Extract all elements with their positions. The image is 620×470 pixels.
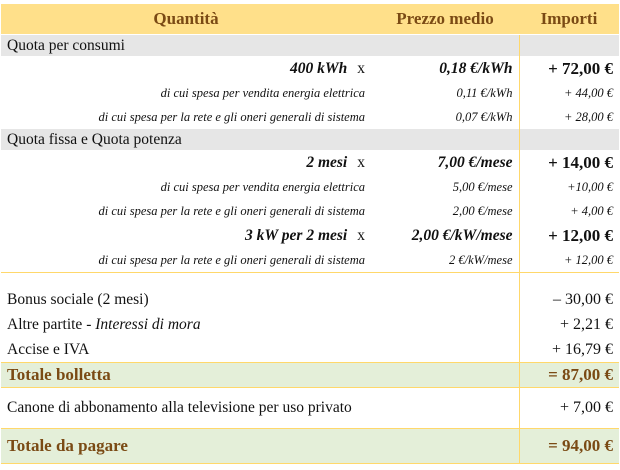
totale-pagare-row [1,429,619,464]
grand-total-label: Totale da pagare [1,429,519,464]
section-title: Quota per consumi [1,35,519,57]
section-fissa [1,129,619,150]
potenza-sub-rete [1,248,619,273]
row-label: Bonus sociale (2 mesi) [7,290,149,308]
sub-amount: +10,00 € [519,175,619,199]
sub-price: 2,00 €/mese [452,203,513,218]
multiply-sign: x [357,153,365,171]
amount: + 14,00 € [519,150,619,175]
row-amount: + 16,79 € [519,337,619,363]
row-label-italic: Interessi di mora [95,315,201,333]
canone-row [1,388,619,429]
quantity: 3 kW per 2 mesi [245,226,348,244]
row-label: Canone di abbonamento alla televisione per uso privato [7,399,352,416]
altre-partite-row [1,312,619,337]
bonus-row [1,287,619,312]
consumi-sub-rete [1,105,619,129]
sub-label: di cui spesa per la rete e gli oneri generali di sistema [1,248,371,273]
consumi-sub-vendita [1,81,619,105]
total-label: Totale bolletta [1,363,519,388]
sub-label: di cui spesa per vendita energia elettrica [160,85,365,100]
row-label: Altre partite - [7,315,96,333]
sub-amount: + 28,00 € [519,105,619,129]
section-consumi [1,35,619,57]
total-amount: = 87,00 € [519,363,619,388]
row-label: Accise e IVA [7,340,90,358]
row-amount: + 7,00 € [519,388,619,429]
header-quantita: Quantità [1,4,371,35]
section-title: Quota fissa e Quota potenza [1,129,519,150]
sub-price: 0,07 €/kWh [455,109,513,124]
row-amount: + 2,21 € [519,312,619,337]
row-amount: – 30,00 € [519,287,619,312]
sub-amount: + 44,00 € [519,81,619,105]
multiply-sign: x [357,226,365,244]
bill-table [1,4,619,464]
fissa-main-row [1,150,619,175]
potenza-main-row [1,223,619,248]
sub-price: 0,11 €/kWh [456,85,513,100]
price: 7,00 €/mese [437,153,513,171]
grand-total-amount: = 94,00 € [519,429,619,464]
sub-label: di cui spesa per la rete e gli oneri generali di sistema [98,109,365,124]
table-header [1,4,619,35]
fissa-sub-rete [1,199,619,223]
amount: + 72,00 € [519,56,619,81]
header-importi: Importi [519,4,619,35]
price: 2,00 €/kW/mese [411,226,513,244]
sub-price: 5,00 €/mese [452,179,513,194]
quantity: 2 mesi [306,153,348,171]
sub-amount: + 12,00 € [519,248,619,273]
accise-row [1,337,619,363]
consumi-main-row [1,56,619,81]
header-prezzo-medio: Prezzo medio [371,4,519,35]
sub-amount: + 4,00 € [519,199,619,223]
sub-label: di cui spesa per la rete e gli oneri generali di sistema [98,203,365,218]
amount: + 12,00 € [519,223,619,248]
multiply-sign: x [357,59,365,77]
sub-label: di cui spesa per vendita energia elettrica [160,179,365,194]
price: 0,18 €/kWh [439,59,513,77]
sub-price: 2 €/kW/mese [371,248,519,273]
fissa-sub-vendita [1,175,619,199]
quantity: 400 kWh [289,59,348,77]
totale-bolletta-row [1,363,619,388]
